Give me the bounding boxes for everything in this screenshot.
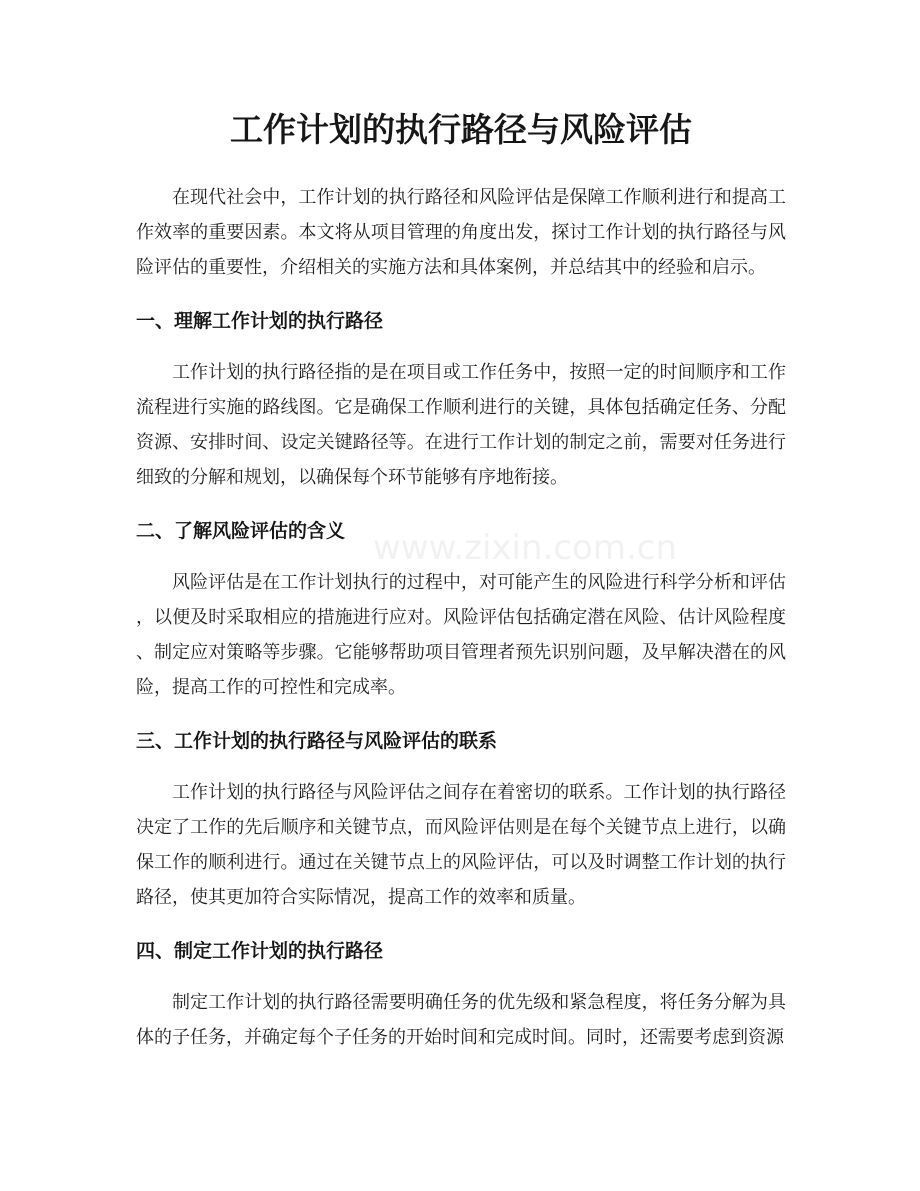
section-body-1: 工作计划的执行路径指的是在项目或工作任务中，按照一定的时间顺序和工作流程进行实施的路线图。它是确保工作顺利进行的关键，具体包括确定任务、分配资源、安排时间、设定关键路径等。在进行工作计划的制定之前，需要对任务进行细致的分解和规划，以确保每个环节能够有序地衔接。 xyxy=(136,362,786,488)
section-heading-1: 一、理解工作计划的执行路径 xyxy=(136,310,384,332)
section-heading-3: 三、工作计划的执行路径与风险评估的联系 xyxy=(136,730,498,752)
document-title: 工作计划的执行路径与风险评估 xyxy=(230,110,692,149)
section-body-4: 制定工作计划的执行路径需要明确任务的优先级和紧急程度，将任务分解为具体的子任务，并确定每个子任务的开始时间和完成时间。同时，还需要考虑到资源 xyxy=(136,992,786,1048)
section-heading-2: 二、了解风险评估的含义 xyxy=(136,520,346,542)
watermark: www.zixin.com.cn xyxy=(373,528,677,568)
document-page xyxy=(136,110,786,1055)
intro-paragraph: 在现代社会中，工作计划的执行路径和风险评估是保障工作顺利进行和提高工作效率的重要因素。本文将从项目管理的角度出发，探讨工作计划的执行路径与风险评估的重要性，介绍相关的实施方法和具体案例，并总结其中的经验和启示。 xyxy=(136,187,786,278)
section-heading-4: 四、制定工作计划的执行路径 xyxy=(136,940,384,962)
section-body-2: 风险评估是在工作计划执行的过程中，对可能产生的风险进行科学分析和评估，以便及时采取相应的措施进行应对。风险评估包括确定潜在风险、估计风险程度、制定应对策略等步骤。它能够帮助项目管理者预先识别问题，及早解决潜在的风险，提高工作的可控性和完成率。 xyxy=(136,572,786,698)
section-body-3: 工作计划的执行路径与风险评估之间存在着密切的联系。工作计划的执行路径决定了工作的先后顺序和关键节点，而风险评估则是在每个关键节点上进行，以确保工作的顺利进行。通过在关键节点上的风险评估，可以及时调整工作计划的执行路径，使其更加符合实际情况，提高工作的效率和质量。 xyxy=(136,782,786,908)
